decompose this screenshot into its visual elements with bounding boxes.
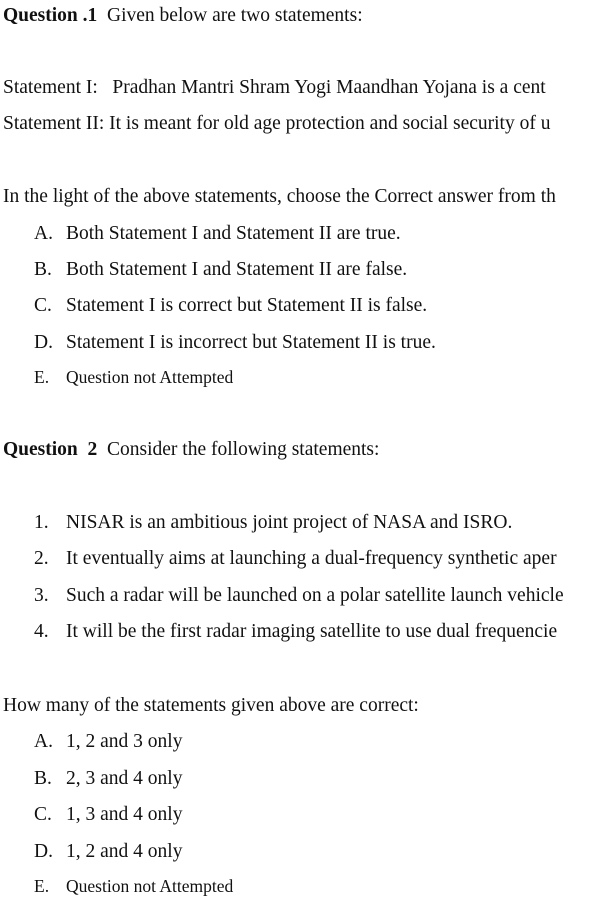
q2-option-b[interactable] — [34, 769, 182, 789]
question-1-instruction: In the light of the above statements, choose the Correct answer from th — [3, 186, 556, 207]
statement-number: 4. — [34, 621, 49, 642]
option-letter: E. — [34, 367, 50, 387]
q1-option-a[interactable] — [34, 224, 401, 244]
option-text: Both Statement I and Statement II are true. — [66, 223, 401, 244]
option-text: Question not Attempted — [66, 876, 234, 896]
option-text: 1, 3 and 4 only — [66, 804, 183, 825]
statement-1-text: Pradhan Mantri Shram Yogi Maandhan Yojana is a cent — [112, 77, 546, 98]
question-1-header — [3, 6, 363, 26]
statement-text: NISAR is an ambitious joint project of NASA and ISRO. — [66, 512, 513, 533]
option-letter: E. — [34, 876, 50, 896]
question-1-prompt: Given below are two statements: — [107, 5, 363, 26]
option-text: Question not Attempted — [66, 367, 234, 387]
question-2-label: Question 2 — [3, 439, 98, 460]
option-letter: D. — [34, 332, 53, 353]
statement-text: Such a radar will be launched on a polar satellite launch vehicle — [66, 585, 564, 606]
q2-option-e[interactable] — [34, 878, 233, 896]
q2-statement-1 — [34, 513, 512, 533]
option-text: Statement I is correct but Statement II is false. — [66, 295, 428, 316]
statement-number: 2. — [34, 548, 49, 569]
statement-1-label: Statement I: — [3, 77, 98, 98]
statement-text: It eventually aims at launching a dual-frequency synthetic aper — [66, 548, 557, 569]
statement-2-label: Statement II: — [3, 113, 105, 134]
option-letter: A. — [34, 731, 53, 752]
q1-option-b[interactable] — [34, 260, 407, 280]
statement-number: 3. — [34, 585, 49, 606]
question-2-instruction: How many of the statements given above are correct: — [3, 695, 419, 716]
option-text: 2, 3 and 4 only — [66, 768, 183, 789]
option-text: 1, 2 and 4 only — [66, 841, 183, 862]
statement-2 — [3, 114, 550, 134]
option-text: Statement I is incorrect but Statement II is true. — [66, 332, 436, 353]
option-letter: C. — [34, 295, 52, 316]
q1-option-c[interactable] — [34, 296, 427, 316]
option-letter: B. — [34, 259, 52, 280]
option-text: 1, 2 and 3 only — [66, 731, 183, 752]
statement-1 — [3, 78, 546, 98]
q2-option-d[interactable] — [34, 842, 182, 862]
option-letter: D. — [34, 841, 53, 862]
q1-option-e[interactable] — [34, 369, 233, 387]
question-1-label: Question .1 — [3, 5, 98, 26]
statement-text: It will be the first radar imaging satellite to use dual frequencie — [66, 621, 558, 642]
q2-statement-2 — [34, 549, 557, 569]
option-letter: C. — [34, 804, 52, 825]
option-letter: A. — [34, 223, 53, 244]
q2-statement-3 — [34, 586, 564, 606]
statement-number: 1. — [34, 512, 49, 533]
question-2-header — [3, 440, 379, 460]
q1-option-d[interactable] — [34, 333, 436, 353]
q2-statement-4 — [34, 622, 557, 642]
q2-option-a[interactable] — [34, 732, 182, 752]
option-text: Both Statement I and Statement II are false. — [66, 259, 408, 280]
q2-option-c[interactable] — [34, 805, 182, 825]
question-2-prompt: Consider the following statements: — [107, 439, 380, 460]
option-letter: B. — [34, 768, 52, 789]
statement-2-text: It is meant for old age protection and social security of u — [109, 113, 551, 134]
